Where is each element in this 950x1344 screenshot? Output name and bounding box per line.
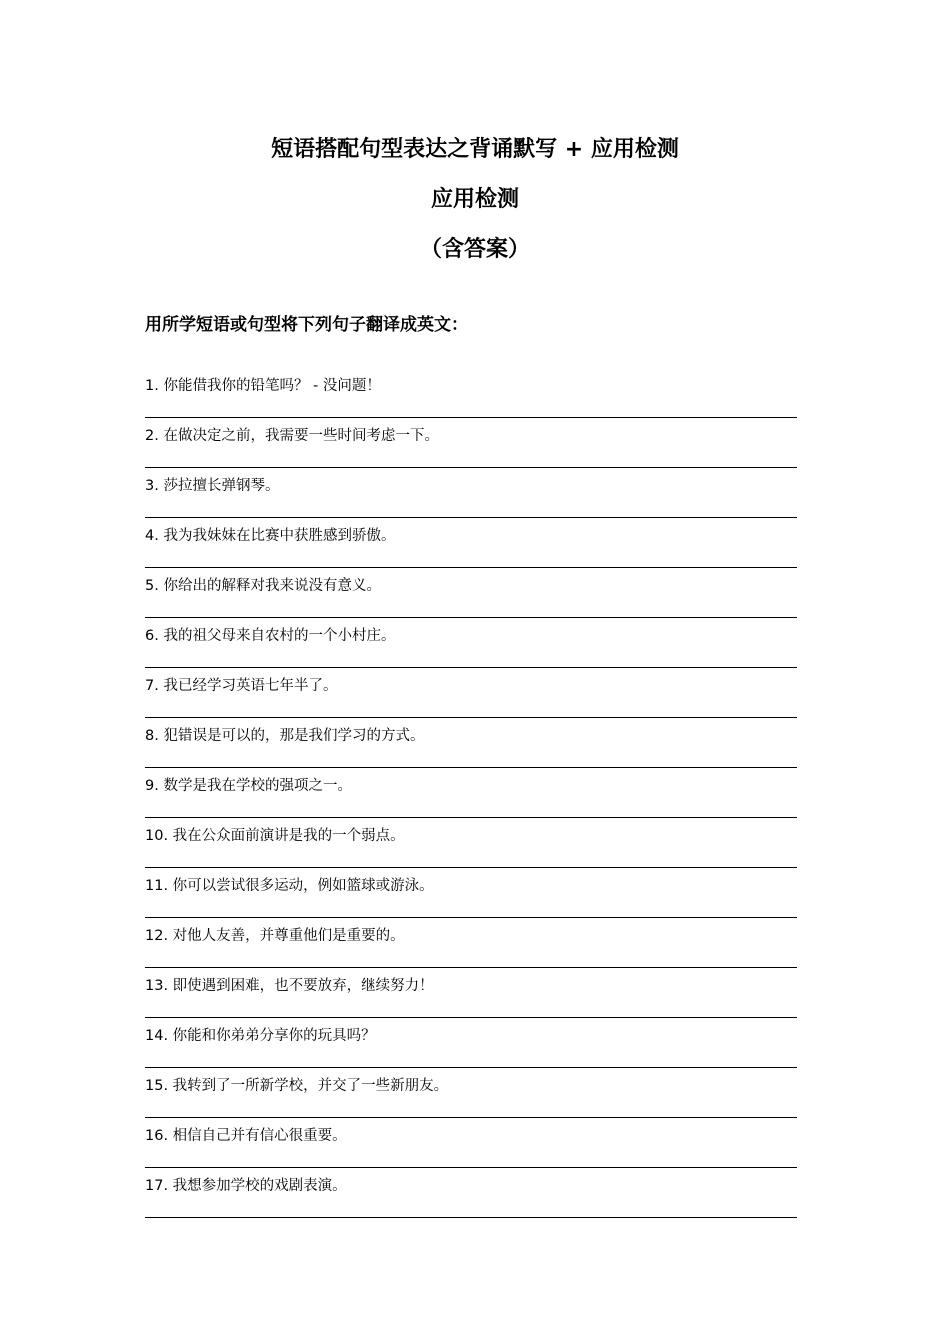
question-text: 14. 你能和你弟弟分享你的玩具吗？ — [145, 1028, 376, 1044]
question-text: 4. 我为我妹妹在比赛中获胜感到骄傲。 — [145, 528, 396, 544]
answer-line[interactable] — [145, 667, 797, 668]
question-item — [145, 624, 797, 674]
question-text: 6. 我的祖父母来自农村的一个小村庄。 — [145, 628, 396, 644]
question-text: 1. 你能借我你的铅笔吗？ - 没问题！ — [145, 378, 381, 394]
answer-line[interactable] — [145, 417, 797, 418]
answer-line[interactable] — [145, 517, 797, 518]
question-item — [145, 574, 797, 624]
answer-line[interactable] — [145, 1167, 797, 1168]
question-text: 17. 我想参加学校的戏剧表演。 — [145, 1178, 347, 1194]
question-text: 13. 即使遇到困难，也不要放弃，继续努力！ — [145, 978, 434, 994]
question-item — [145, 874, 797, 924]
question-text: 12. 对他人友善，并尊重他们是重要的。 — [145, 928, 405, 944]
answer-line[interactable] — [145, 767, 797, 768]
question-text: 3. 莎拉擅长弹钢琴。 — [145, 478, 280, 494]
question-text: 16. 相信自己并有信心很重要。 — [145, 1128, 347, 1144]
answer-line[interactable] — [145, 567, 797, 568]
question-text: 9. 数学是我在学校的强项之一。 — [145, 778, 352, 794]
question-text: 10. 我在公众面前演讲是我的一个弱点。 — [145, 828, 405, 844]
question-list — [145, 374, 797, 1224]
instruction-text: 用所学短语或句型将下列句子翻译成英文： — [145, 315, 468, 335]
question-item — [145, 974, 797, 1024]
answer-line[interactable] — [145, 917, 797, 918]
question-item — [145, 774, 797, 824]
question-item — [145, 924, 797, 974]
answer-line[interactable] — [145, 617, 797, 618]
answer-line[interactable] — [145, 1117, 797, 1118]
answer-note: （含答案） — [419, 237, 530, 262]
question-item — [145, 674, 797, 724]
question-text: 8. 犯错误是可以的，那是我们学习的方式。 — [145, 728, 425, 744]
question-item — [145, 374, 797, 424]
answer-line[interactable] — [145, 717, 797, 718]
answer-line[interactable] — [145, 467, 797, 468]
question-item — [145, 724, 797, 774]
question-text: 15. 我转到了一所新学校，并交了一些新朋友。 — [145, 1078, 449, 1094]
question-text: 2. 在做决定之前，我需要一些时间考虑一下。 — [145, 428, 439, 444]
question-item — [145, 1174, 797, 1224]
question-item — [145, 824, 797, 874]
page-title: 短语搭配句型表达之背诵默写 + 应用检测 — [271, 137, 679, 162]
answer-line[interactable] — [145, 867, 797, 868]
question-item — [145, 1124, 797, 1174]
answer-line[interactable] — [145, 1067, 797, 1068]
question-item — [145, 474, 797, 524]
answer-line[interactable] — [145, 1217, 797, 1218]
question-text: 11. 你可以尝试很多运动，例如篮球或游泳。 — [145, 878, 434, 894]
question-item — [145, 1024, 797, 1074]
question-item — [145, 524, 797, 574]
page-subtitle: 应用检测 — [430, 187, 519, 212]
answer-line[interactable] — [145, 817, 797, 818]
question-item — [145, 1074, 797, 1124]
question-item — [145, 424, 797, 474]
question-text: 5. 你给出的解释对我来说没有意义。 — [145, 578, 381, 594]
question-text: 7. 我已经学习英语七年半了。 — [145, 678, 338, 694]
answer-line[interactable] — [145, 1017, 797, 1018]
answer-line[interactable] — [145, 967, 797, 968]
